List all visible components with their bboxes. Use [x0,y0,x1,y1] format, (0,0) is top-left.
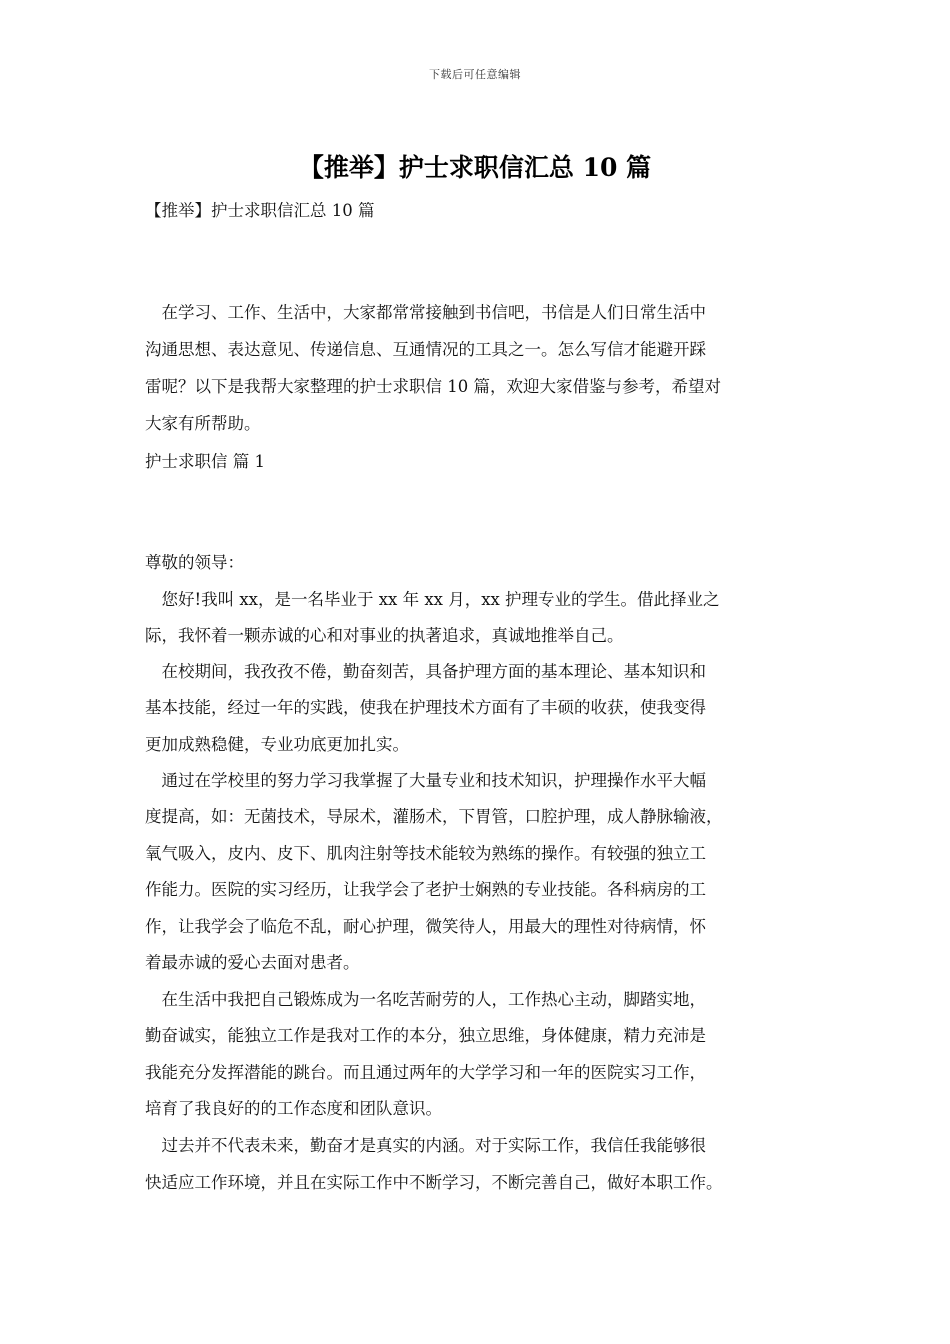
body-line: 培育了我良好的的工作态度和团队意识。 [145,1099,442,1118]
body-line: 通过在学校里的努力学习我掌握了大量专业和技术知识，护理操作水平大幅 [145,771,706,790]
header-note: 下载后可任意编辑 [429,68,521,81]
body-line: 更加成熟稳健，专业功底更加扎实。 [145,735,409,754]
body-line: 氧气吸入，皮内、皮下、肌肉注射等技术能较为熟练的操作。有较强的独立工 [145,844,706,863]
body-line: 在校期间，我孜孜不倦，勤奋刻苦，具备护理方面的基本理论、基本知识和 [145,662,706,681]
body-line: 作能力。医院的实习经历，让我学会了老护士娴熟的专业技能。各科病房的工 [145,880,706,899]
intro-line: 沟通思想、表达意见、传递信息、互通情况的工具之一。怎么写信才能避开踩 [145,340,706,359]
body-line: 勤奋诚实，能独立工作是我对工作的本分，独立思维，身体健康，精力充沛是 [145,1026,706,1045]
body-line: 在生活中我把自己锻炼成为一名吃苦耐劳的人，工作热心主动，脚踏实地， [145,990,706,1009]
body-line: 着最赤诚的爱心去面对患者。 [145,953,360,972]
body-line: 度提高，如：无菌技术，导尿术，灌肠术，下胃管，口腔护理，成人静脉输液， [145,807,723,826]
body-line: 快适应工作环境，并且在实际工作中不断学习，不断完善自己，做好本职工作。 [145,1173,723,1192]
intro-line: 雷呢？以下是我帮大家整理的护士求职信 10 篇，欢迎大家借鉴与参考，希望对 [145,377,721,396]
salutation: 尊敬的领导： [145,553,244,572]
intro-line: 在学习、工作、生活中，大家都常常接触到书信吧，书信是人们日常生活中 [145,303,706,322]
section-heading: 护士求职信 篇 1 [145,452,265,471]
document-title: 【推举】护士求职信汇总 10 篇 [298,153,652,182]
body-line: 际，我怀着一颗赤诚的心和对事业的执著追求，真诚地推举自己。 [145,626,624,645]
document-subtitle: 【推举】护士求职信汇总 10 篇 [145,201,375,220]
body-line: 作，让我学会了临危不乱，耐心护理，微笑待人，用最大的理性对待病情，怀 [145,917,706,936]
body-line: 您好!我叫 xx，是一名毕业于 xx 年 xx 月，xx 护理专业的学生。借此择业之 [145,590,720,609]
body-line: 基本技能，经过一年的实践，使我在护理技术方面有了丰硕的收获，使我变得 [145,698,706,717]
body-line: 我能充分发挥潜能的跳台。而且通过两年的大学学习和一年的医院实习工作， [145,1063,706,1082]
body-line: 过去并不代表未来，勤奋才是真实的内涵。对于实际工作，我信任我能够很 [145,1136,706,1155]
intro-line: 大家有所帮助。 [145,414,261,433]
